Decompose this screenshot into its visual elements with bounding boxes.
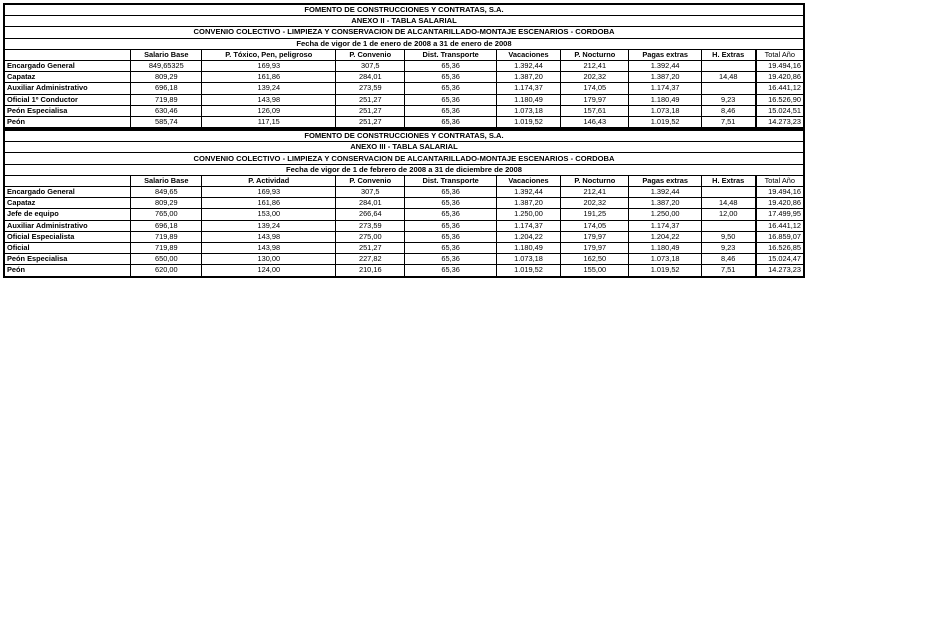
column-header: Pagas extras: [629, 49, 701, 60]
total-cell: 19.494,16: [756, 187, 804, 198]
value-cell: 809,29: [131, 72, 202, 83]
total-cell: 19.420,86: [756, 198, 804, 209]
value-cell: 65,36: [405, 198, 496, 209]
value-cell: 1.250,00: [629, 209, 701, 220]
category-cell: Peón Especialisa: [4, 105, 131, 116]
column-header: H. Extras: [701, 175, 755, 186]
table-row: [4, 60, 804, 71]
value-cell: 14,48: [701, 72, 755, 83]
value-cell: 174,05: [561, 83, 629, 94]
value-cell: 696,18: [131, 220, 202, 231]
value-cell: 251,27: [336, 105, 405, 116]
value-cell: 14,48: [701, 198, 755, 209]
value-cell: 161,86: [202, 198, 336, 209]
value-cell: 126,09: [202, 105, 336, 116]
total-cell: 19.420,86: [756, 72, 804, 83]
value-cell: 7,51: [701, 116, 755, 128]
column-header: H. Extras: [701, 49, 755, 60]
value-cell: 1.392,44: [496, 60, 560, 71]
value-cell: 1.174,37: [629, 220, 701, 231]
table-row: [4, 83, 804, 94]
value-cell: 307,5: [336, 187, 405, 198]
value-cell: 719,89: [131, 231, 202, 242]
salary-table-1: [3, 3, 805, 129]
table-row: [4, 242, 804, 253]
value-cell: 1.387,20: [496, 72, 560, 83]
value-cell: [701, 187, 755, 198]
value-cell: 273,59: [336, 83, 405, 94]
value-cell: 273,59: [336, 220, 405, 231]
value-cell: 65,36: [405, 116, 496, 128]
total-cell: 14.273,23: [756, 265, 804, 277]
value-cell: 275,00: [336, 231, 405, 242]
value-cell: 251,27: [336, 116, 405, 128]
category-cell: Oficial Especialista: [4, 231, 131, 242]
column-header: P. Actividad: [202, 175, 336, 186]
value-cell: 179,97: [561, 94, 629, 105]
value-cell: 1.180,49: [496, 94, 560, 105]
column-header: Dist. Transporte: [405, 49, 496, 60]
column-header: Vacaciones: [496, 49, 560, 60]
value-cell: 139,24: [202, 83, 336, 94]
category-cell: Capataz: [4, 72, 131, 83]
value-cell: 202,32: [561, 72, 629, 83]
value-cell: 65,36: [405, 72, 496, 83]
category-cell: Peón Especialisa: [4, 254, 131, 265]
value-cell: 146,43: [561, 116, 629, 128]
value-cell: 1.174,37: [496, 83, 560, 94]
total-cell: 17.499,95: [756, 209, 804, 220]
value-cell: 1.180,49: [629, 242, 701, 253]
value-cell: 153,00: [202, 209, 336, 220]
value-cell: 8,46: [701, 105, 755, 116]
table-row: [4, 105, 804, 116]
value-cell: 1.019,52: [496, 265, 560, 277]
value-cell: 179,97: [561, 231, 629, 242]
value-cell: 12,00: [701, 209, 755, 220]
category-cell: Encargado General: [4, 60, 131, 71]
category-cell: Jefe de equipo: [4, 209, 131, 220]
value-cell: 1.073,18: [496, 105, 560, 116]
value-cell: 65,36: [405, 83, 496, 94]
annex-title: ANEXO III - TABLA SALARIAL: [4, 142, 804, 153]
column-header: P. Nocturno: [561, 175, 629, 186]
value-cell: 1.204,22: [629, 231, 701, 242]
value-cell: 1.073,18: [629, 105, 701, 116]
table-row: [4, 254, 804, 265]
value-cell: 1.019,52: [629, 265, 701, 277]
header-corner-cell: [4, 49, 131, 60]
column-header: Total Año: [756, 49, 804, 60]
value-cell: 191,25: [561, 209, 629, 220]
value-cell: 210,16: [336, 265, 405, 277]
agreement-title: CONVENIO COLECTIVO - LIMPIEZA Y CONSERVACION DE ALCANTARILLADO-MONTAJE ESCENARIOS - CORDOBA: [4, 27, 804, 38]
table-row: [4, 94, 804, 105]
annex-title: ANEXO II - TABLA SALARIAL: [4, 16, 804, 27]
column-header: P. Tóxico, Pen, peligroso: [202, 49, 336, 60]
column-header: P. Convenio: [336, 175, 405, 186]
table-row: [4, 116, 804, 128]
total-cell: 16.526,90: [756, 94, 804, 105]
value-cell: 719,89: [131, 94, 202, 105]
value-cell: 251,27: [336, 94, 405, 105]
table-row: [4, 209, 804, 220]
value-cell: 1.387,20: [629, 72, 701, 83]
column-header: P. Nocturno: [561, 49, 629, 60]
value-cell: 620,00: [131, 265, 202, 277]
value-cell: 155,00: [561, 265, 629, 277]
value-cell: 1.073,18: [496, 254, 560, 265]
column-header: Vacaciones: [496, 175, 560, 186]
value-cell: 143,98: [202, 94, 336, 105]
value-cell: 117,15: [202, 116, 336, 128]
agreement-title: CONVENIO COLECTIVO - LIMPIEZA Y CONSERVACION DE ALCANTARILLADO-MONTAJE ESCENARIOS - CORDOBA: [4, 153, 804, 164]
value-cell: 130,00: [202, 254, 336, 265]
value-cell: 1.174,37: [629, 83, 701, 94]
value-cell: 65,36: [405, 220, 496, 231]
value-cell: [701, 220, 755, 231]
value-cell: 1.387,20: [496, 198, 560, 209]
salary-table-2: [3, 129, 805, 277]
category-cell: Oficial 1º Conductor: [4, 94, 131, 105]
value-cell: 65,36: [405, 254, 496, 265]
value-cell: 1.174,37: [496, 220, 560, 231]
total-cell: 14.273,23: [756, 116, 804, 128]
value-cell: 1.204,22: [496, 231, 560, 242]
company-title: FOMENTO DE CONSTRUCCIONES Y CONTRATAS, S.A.: [4, 130, 804, 142]
value-cell: 1.392,44: [629, 60, 701, 71]
value-cell: 1.392,44: [629, 187, 701, 198]
value-cell: 284,01: [336, 72, 405, 83]
header-corner-cell: [4, 175, 131, 186]
value-cell: 9,23: [701, 242, 755, 253]
value-cell: 696,18: [131, 83, 202, 94]
table-row: [4, 265, 804, 277]
validity-title: Fecha de vigor de 1 de enero de 2008 a 31 de enero de 2008: [4, 38, 804, 49]
value-cell: 65,36: [405, 105, 496, 116]
value-cell: 585,74: [131, 116, 202, 128]
value-cell: 1.019,52: [629, 116, 701, 128]
value-cell: 65,36: [405, 209, 496, 220]
value-cell: 1.180,49: [629, 94, 701, 105]
column-header: Total Año: [756, 175, 804, 186]
value-cell: 719,89: [131, 242, 202, 253]
value-cell: 9,23: [701, 94, 755, 105]
header-row: [4, 49, 804, 60]
value-cell: [701, 83, 755, 94]
value-cell: [701, 60, 755, 71]
column-header: Dist. Transporte: [405, 175, 496, 186]
value-cell: 849,65: [131, 187, 202, 198]
value-cell: 1.073,18: [629, 254, 701, 265]
value-cell: 179,97: [561, 242, 629, 253]
company-title: FOMENTO DE CONSTRUCCIONES Y CONTRATAS, S.A.: [4, 4, 804, 16]
value-cell: 650,00: [131, 254, 202, 265]
value-cell: 143,98: [202, 231, 336, 242]
column-header: Pagas extras: [629, 175, 701, 186]
table-row: [4, 220, 804, 231]
column-header: Salario Base: [131, 175, 202, 186]
value-cell: 212,41: [561, 187, 629, 198]
table-row: [4, 72, 804, 83]
value-cell: 65,36: [405, 242, 496, 253]
value-cell: 202,32: [561, 198, 629, 209]
value-cell: 849,65325: [131, 60, 202, 71]
total-cell: 16.859,07: [756, 231, 804, 242]
value-cell: 765,00: [131, 209, 202, 220]
table-row: [4, 231, 804, 242]
value-cell: 143,98: [202, 242, 336, 253]
value-cell: 284,01: [336, 198, 405, 209]
value-cell: 1.392,44: [496, 187, 560, 198]
category-cell: Peón: [4, 116, 131, 128]
column-header: P. Convenio: [336, 49, 405, 60]
value-cell: 169,93: [202, 60, 336, 71]
category-cell: Peón: [4, 265, 131, 277]
category-cell: Oficial: [4, 242, 131, 253]
value-cell: 65,36: [405, 187, 496, 198]
value-cell: 65,36: [405, 265, 496, 277]
header-row: [4, 175, 804, 186]
category-cell: Capataz: [4, 198, 131, 209]
value-cell: 809,29: [131, 198, 202, 209]
total-cell: 19.494,16: [756, 60, 804, 71]
value-cell: 124,00: [202, 265, 336, 277]
category-cell: Auxiliar Administrativo: [4, 220, 131, 231]
value-cell: 174,05: [561, 220, 629, 231]
total-cell: 16.441,12: [756, 220, 804, 231]
value-cell: 227,82: [336, 254, 405, 265]
value-cell: 7,51: [701, 265, 755, 277]
table-row: [4, 198, 804, 209]
total-cell: 16.441,12: [756, 83, 804, 94]
total-cell: 16.526,85: [756, 242, 804, 253]
value-cell: 161,86: [202, 72, 336, 83]
salary-spreadsheet: [3, 3, 805, 278]
value-cell: 212,41: [561, 60, 629, 71]
value-cell: 251,27: [336, 242, 405, 253]
value-cell: 65,36: [405, 94, 496, 105]
value-cell: 1.250,00: [496, 209, 560, 220]
value-cell: 162,50: [561, 254, 629, 265]
total-cell: 15.024,51: [756, 105, 804, 116]
value-cell: 1.387,20: [629, 198, 701, 209]
validity-title: Fecha de vigor de 1 de febrero de 2008 a 31 de diciembre de 2008: [4, 164, 804, 175]
column-header: Salario Base: [131, 49, 202, 60]
value-cell: 9,50: [701, 231, 755, 242]
value-cell: 1.180,49: [496, 242, 560, 253]
value-cell: 169,93: [202, 187, 336, 198]
total-cell: 15.024,47: [756, 254, 804, 265]
category-cell: Auxiliar Administrativo: [4, 83, 131, 94]
category-cell: Encargado General: [4, 187, 131, 198]
value-cell: 1.019,52: [496, 116, 560, 128]
table-row: [4, 187, 804, 198]
value-cell: 65,36: [405, 231, 496, 242]
value-cell: 8,46: [701, 254, 755, 265]
value-cell: 266,64: [336, 209, 405, 220]
value-cell: 307,5: [336, 60, 405, 71]
value-cell: 139,24: [202, 220, 336, 231]
value-cell: 65,36: [405, 60, 496, 71]
value-cell: 630,46: [131, 105, 202, 116]
value-cell: 157,61: [561, 105, 629, 116]
